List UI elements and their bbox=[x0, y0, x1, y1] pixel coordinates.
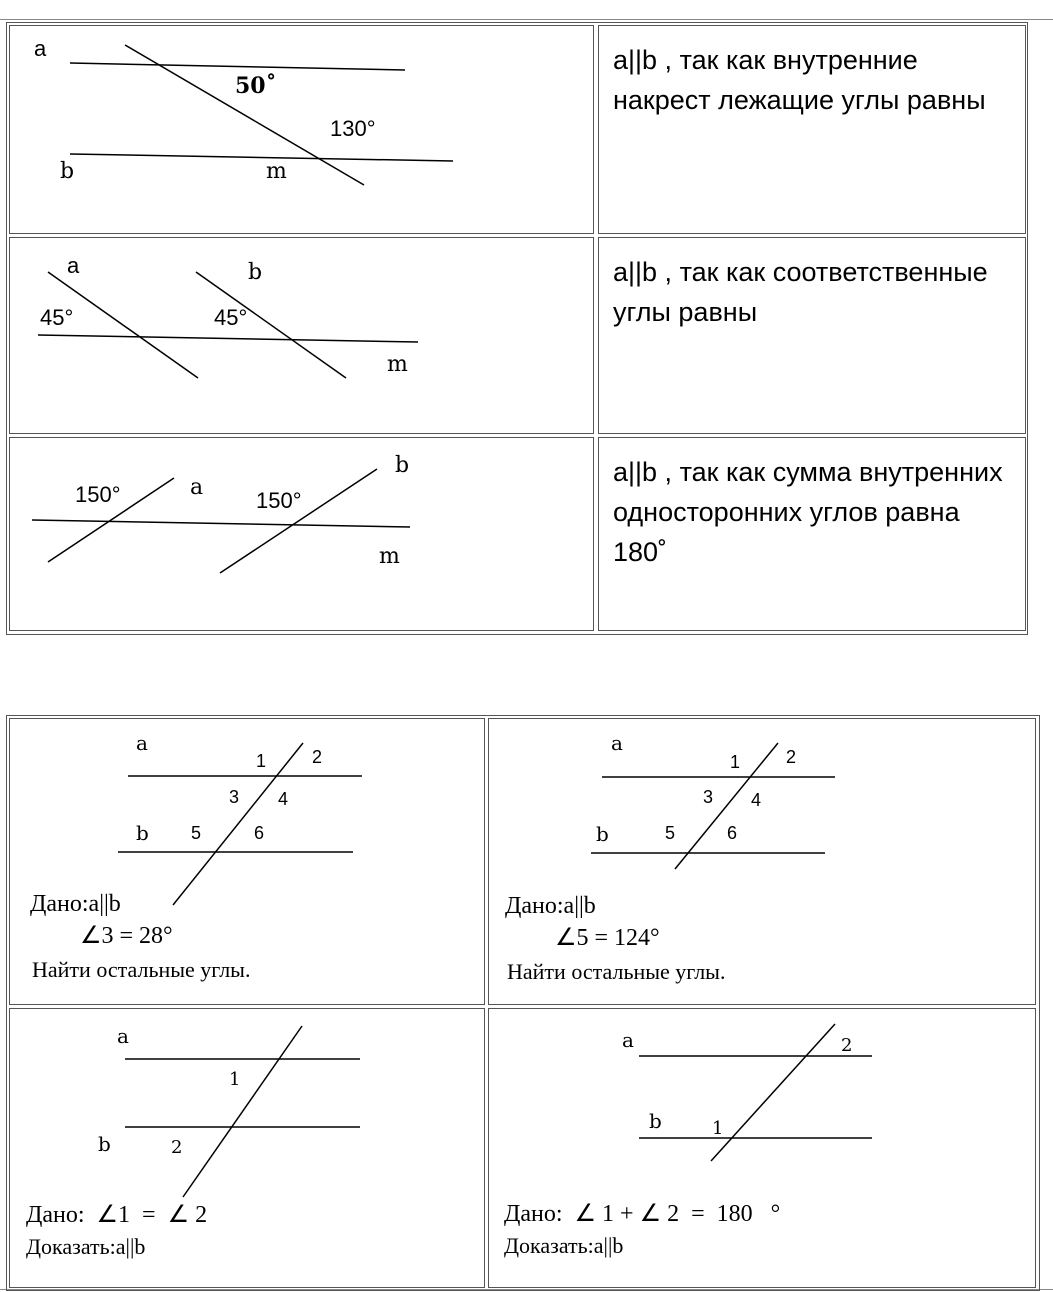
task-text: Доказать:a||b bbox=[26, 1234, 146, 1259]
exercise-4 bbox=[488, 1008, 1036, 1288]
condition-text: ∠3 = 28° bbox=[80, 923, 173, 949]
angle-number-5: 5 bbox=[191, 823, 202, 843]
figure-interior-same-side bbox=[10, 438, 595, 632]
line-a-label: a bbox=[34, 36, 47, 61]
angle-label-50: 50˚ bbox=[235, 73, 277, 99]
criteria-row-2-figure bbox=[9, 237, 594, 434]
angle-number-2: 2 bbox=[312, 747, 323, 767]
angle-number-4: 4 bbox=[751, 790, 762, 810]
angle-number-6: 6 bbox=[254, 823, 265, 843]
line-m-label: m bbox=[266, 159, 287, 184]
criteria-row-3-text: a||b , так как сумма внутренних односторонних углов равна 180˚ bbox=[598, 437, 1026, 631]
angle-number-5: 5 bbox=[665, 823, 676, 843]
angle-label-130: 130° bbox=[330, 116, 376, 141]
line-b-label: b bbox=[596, 822, 609, 846]
angle-number-2: 2 bbox=[841, 1035, 853, 1056]
line-m-label: m bbox=[387, 352, 408, 377]
line-a-label: a bbox=[611, 731, 623, 755]
angle-number-3: 3 bbox=[229, 787, 240, 807]
line-b-label: b bbox=[248, 260, 263, 285]
line-b-label: b bbox=[395, 453, 410, 478]
exercise-3 bbox=[9, 1008, 485, 1288]
angle-label-45-left: 45° bbox=[40, 305, 74, 330]
given-text: Дано:a||b bbox=[30, 891, 121, 917]
figure-alternate-angles bbox=[10, 26, 595, 235]
angle-number-1: 1 bbox=[256, 751, 267, 771]
line-m-label: m bbox=[379, 544, 400, 569]
line-b-label: b bbox=[649, 1109, 662, 1133]
given-text: Дано: ∠ 1 + ∠ 2 = 180 ° bbox=[504, 1201, 781, 1227]
exercise-1 bbox=[9, 718, 485, 1005]
top-rule bbox=[0, 19, 1053, 20]
exercise-2 bbox=[488, 718, 1036, 1005]
line-a-label: a bbox=[622, 1028, 634, 1052]
line-a-label: a bbox=[190, 475, 204, 500]
task-text: Найти остальные углы. bbox=[32, 957, 251, 982]
task-text: Найти остальные углы. bbox=[507, 959, 726, 984]
line-a-label: a bbox=[117, 1024, 129, 1048]
task-text: Доказать:a||b bbox=[504, 1233, 624, 1258]
line-a-label: a bbox=[136, 731, 148, 755]
criteria-row-1-figure bbox=[9, 25, 594, 234]
angle-number-1: 1 bbox=[730, 752, 741, 772]
angle-number-1: 1 bbox=[229, 1069, 241, 1090]
angle-label-150-left: 150° bbox=[75, 482, 121, 507]
angle-number-4: 4 bbox=[278, 789, 289, 809]
given-text: Дано:a||b bbox=[505, 893, 596, 919]
line-b-label: b bbox=[136, 821, 149, 845]
criteria-row-1-text: a||b , так как внутренние накрест лежащие углы равны bbox=[598, 25, 1026, 234]
given-text: Дано: ∠1 = ∠ 2 bbox=[26, 1202, 208, 1228]
angle-label-150-right: 150° bbox=[256, 488, 302, 513]
angle-label-45-right: 45° bbox=[214, 305, 248, 330]
angle-number-3: 3 bbox=[703, 787, 714, 807]
angle-number-1: 1 bbox=[712, 1118, 724, 1139]
criteria-row-2-text: a||b , так как соответственные углы равны bbox=[598, 237, 1026, 434]
figure-corresponding-angles bbox=[10, 238, 595, 435]
angle-number-2: 2 bbox=[786, 747, 797, 767]
criteria-row-3-figure bbox=[9, 437, 594, 631]
line-b-label: b bbox=[60, 159, 75, 184]
condition-text: ∠5 = 124° bbox=[555, 925, 660, 951]
line-a-label: a bbox=[67, 253, 80, 278]
angle-number-2: 2 bbox=[171, 1137, 183, 1158]
angle-number-6: 6 bbox=[727, 823, 738, 843]
line-b-label: b bbox=[98, 1132, 111, 1156]
